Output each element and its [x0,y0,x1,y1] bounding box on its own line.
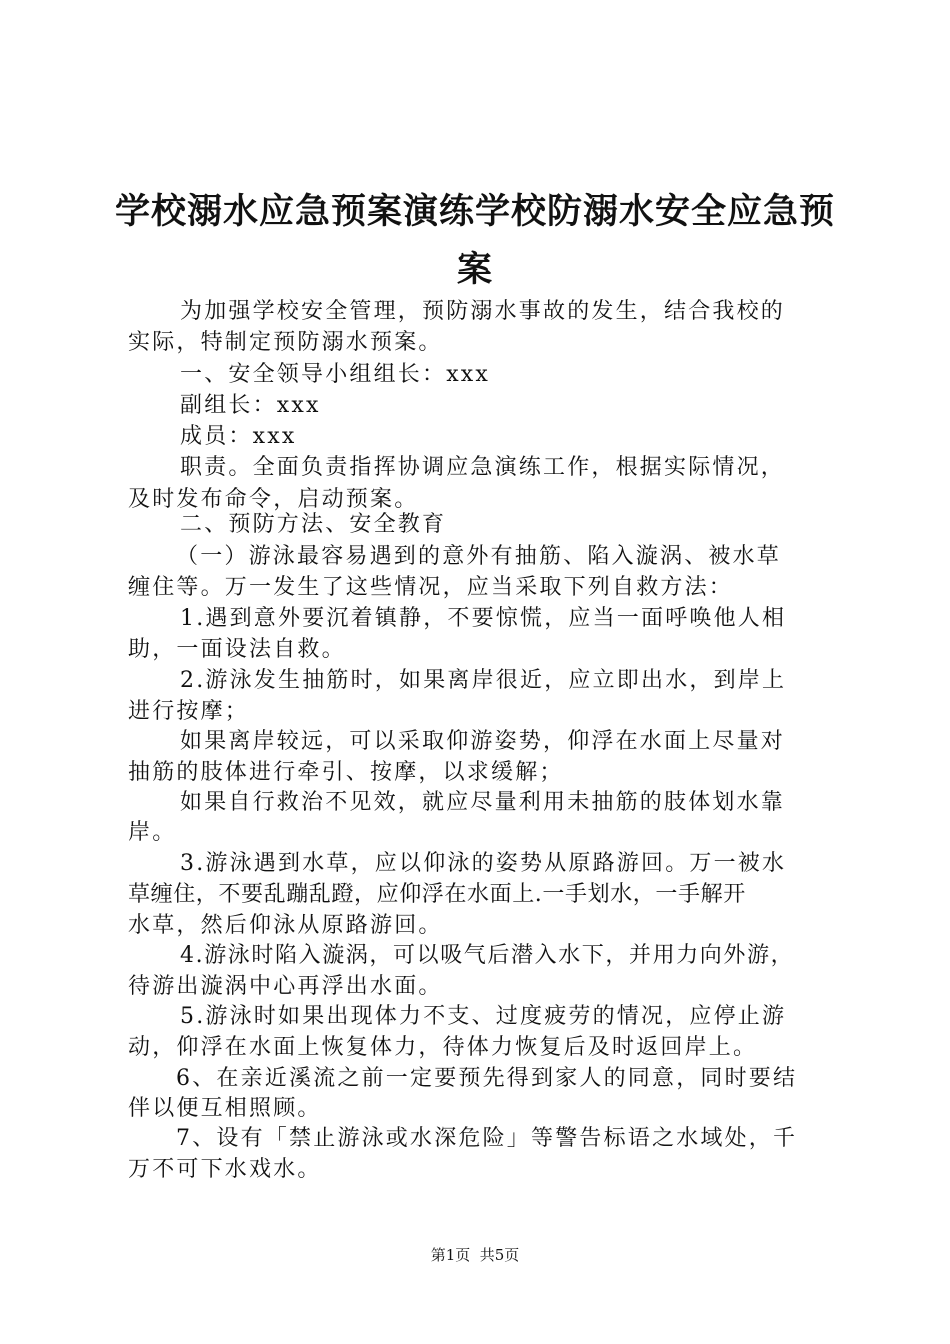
body-line: 为加强学校安全管理，预防溺水事故的发生，结合我校的 [180,299,786,324]
body-line: 副组长：xxx [180,393,321,418]
page-number-footer: 第1页 共5页 [430,1246,520,1264]
document-title-line-2: 案 [456,250,493,290]
body-line: 草缠住，不要乱蹦乱蹬，应仰浮在水面上.一手划水，一手解开 [128,882,746,907]
body-line: 动，仰浮在水面上恢复体力，待体力恢复后及时返回岸上。 [128,1035,758,1060]
body-line: 助，一面设法自救。 [128,637,346,662]
body-line: 及时发布命令，启动预案。 [128,487,419,512]
body-line: 成员：xxx [180,424,297,449]
body-line: 6、在亲近溪流之前一定要预先得到家人的同意，同时要结 [176,1066,798,1091]
body-line: 待游出漩涡中心再浮出水面。 [128,974,443,999]
body-line: 缠住等。万一发生了这些情况，应当采取下列自救方法： [128,575,734,600]
body-line: 进行按摩； [128,699,250,724]
body-line: 伴以便互相照顾。 [128,1096,322,1121]
body-line: 实际，特制定预防溺水预案。 [128,330,443,355]
body-line: 3.游泳遇到水草，应以仰泳的姿势从原路游回。万一被水 [180,851,787,876]
body-line: 水草，然后仰泳从原路游回。 [128,913,443,938]
body-line: 万不可下水戏水。 [128,1157,322,1182]
body-line: （一）游泳最容易遇到的意外有抽筋、陷入漩涡、被水草 [176,544,782,569]
body-line: 5.游泳时如果出现体力不支、过度疲劳的情况，应停止游 [180,1004,787,1029]
body-line: 如果离岸较远，可以采取仰游姿势，仰浮在水面上尽量对 [180,729,786,754]
body-line: 2.游泳发生抽筋时，如果离岸很近，应立即出水，到岸上 [180,668,787,693]
body-line: 4.游泳时陷入漩涡，可以吸气后潜入水下，并用力向外游， [180,943,795,968]
body-line: 7、设有「禁止游泳或水深危险」等警告标语之水域处，千 [176,1126,798,1151]
body-line: 职责。全面负责指挥协调应急演练工作，根据实际情况， [180,455,786,480]
body-line: 抽筋的肢体进行牵引、按摩，以求缓解； [128,760,564,785]
body-line: 二、预防方法、安全教育 [180,512,447,537]
document-title-line-1: 学校溺水应急预案演练学校防溺水安全应急预 [114,192,835,232]
body-line: 岸。 [128,820,177,845]
body-line: 1.遇到意外要沉着镇静，不要惊慌，应当一面呼唤他人相 [180,606,787,631]
body-line: 一、安全领导小组组长：xxx [180,362,491,387]
body-line: 如果自行救治不见效，就应尽量利用未抽筋的肢体划水靠 [180,790,786,815]
